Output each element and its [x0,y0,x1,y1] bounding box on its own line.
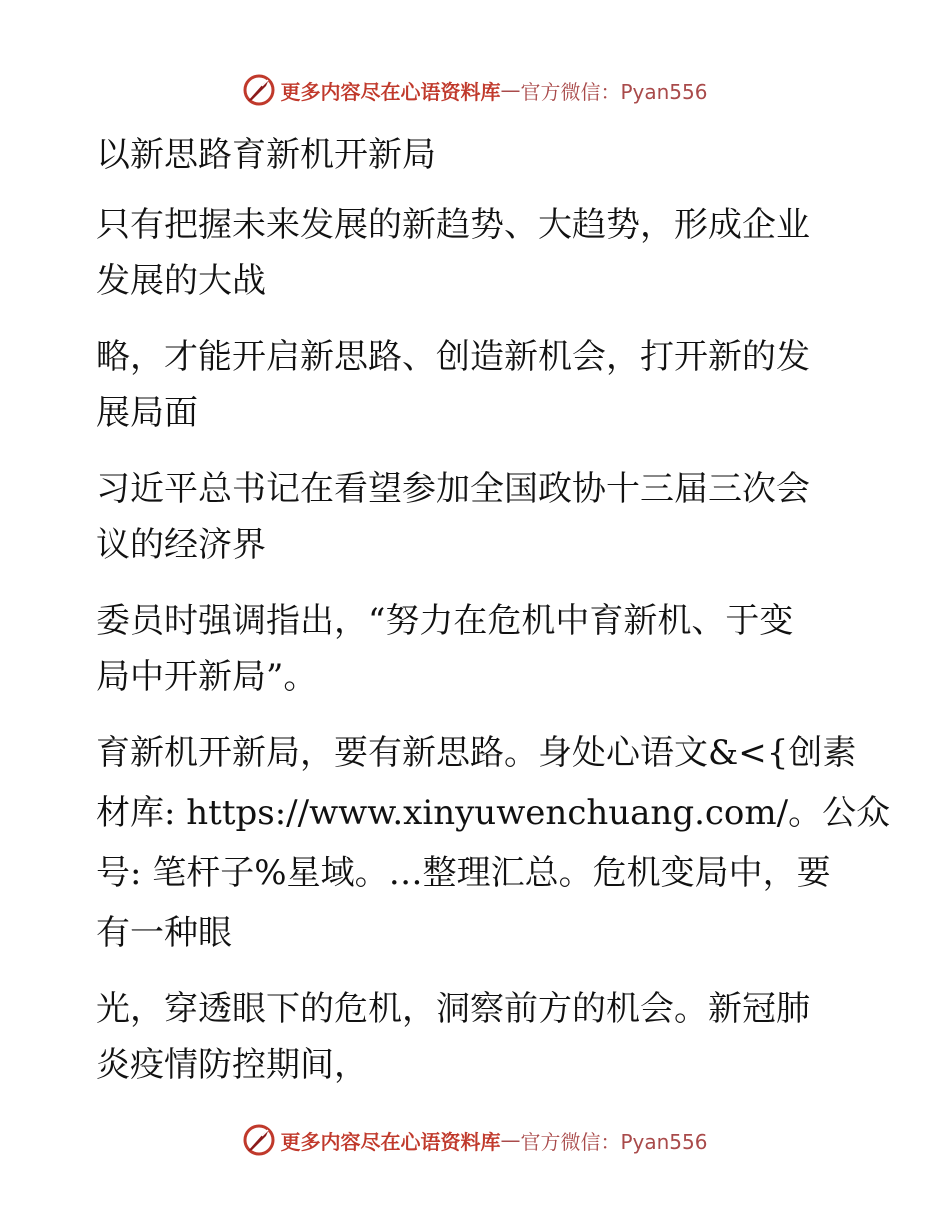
doc-line: 材库: https://www.xinyuwenchuang.com/。公众 [96,793,891,833]
doc-line: 略，才能开启新思路、创造新机会，打开新的发 [96,337,810,377]
watermark-wechat: 官方微信：Pyan556 [520,1129,708,1154]
quill-logo-icon [242,1123,276,1157]
doc-line: 局中开新局”。 [96,657,318,697]
header-watermark [0,70,950,110]
watermark-wechat: 官方微信：Pyan556 [520,79,708,104]
doc-line: 发展的大战 [96,261,266,301]
watermark-text: 更多内容尽在心语资料库 [280,79,501,104]
doc-line: 议的经济界 [96,525,266,565]
doc-line: 展局面 [96,393,198,433]
doc-line: 习近平总书记在看望参加全国政协十三届三次会 [96,469,810,509]
watermark-text: 更多内容尽在心语资料库 [280,1129,501,1154]
watermark-dash: — [500,1128,521,1152]
footer-watermark [0,1120,950,1160]
doc-line: 委员时强调指出，“努力在危机中育新机、于变 [96,601,794,641]
doc-line: 只有把握未来发展的新趋势、大趋势，形成企业 [96,205,810,245]
doc-line: 育新机开新局，要有新思路。身处心语文&<{创素 [96,733,857,773]
watermark-dash: — [500,78,521,102]
doc-line: 光，穿透眼下的危机，洞察前方的机会。新冠肺 [96,989,810,1029]
quill-logo-icon [242,73,276,107]
doc-line: 炎疫情防控期间， [96,1045,368,1085]
doc-line: 以新思路育新机开新局 [96,135,436,175]
doc-line: 号: 笔杆子%星域。…整理汇总。危机变局中，要 [96,853,831,893]
doc-line: 有一种眼 [96,913,232,953]
document-body [96,122,891,1098]
